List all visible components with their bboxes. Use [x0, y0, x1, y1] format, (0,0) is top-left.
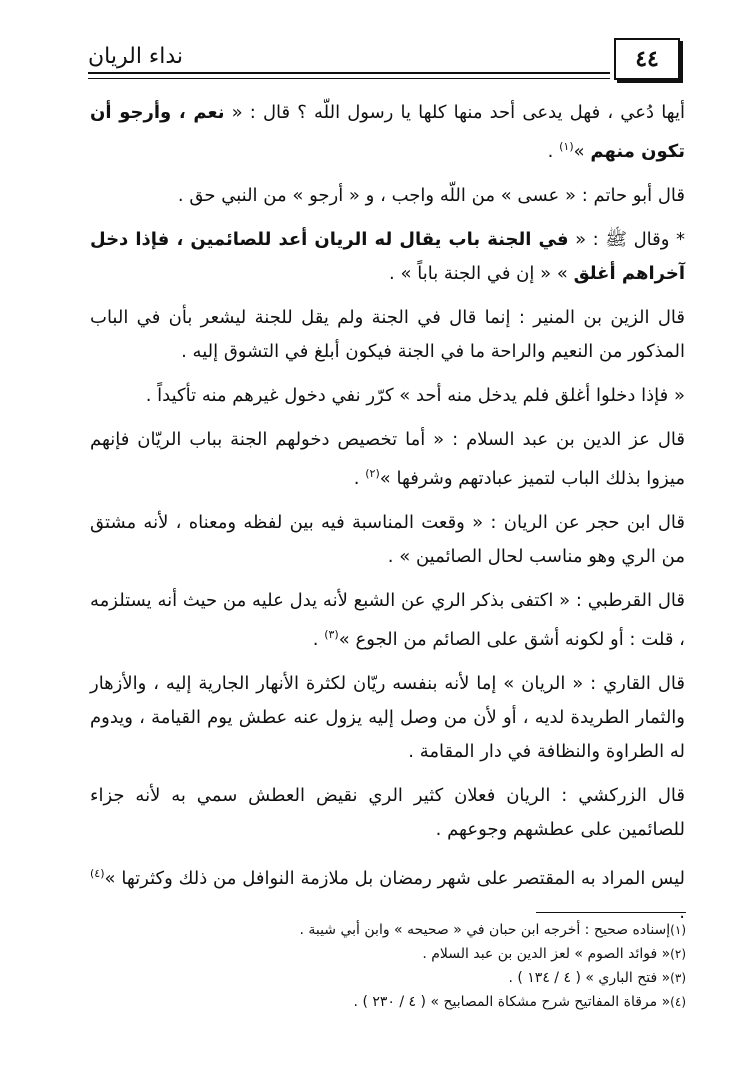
paragraph: « فإذا دخلوا أغلق فلم يدخل منه أحد » كرّر نفي دخول غيرهم منه تأكيداً . [145, 385, 685, 406]
paragraph: قال الزركشي : الريان فعلان كثير الري نقيض العطش سمي به لأنه جزاء للصائمين على عطشهم وجوعهم . [90, 785, 685, 840]
paragraph: قال عز الدين بن عبد السلام : « أما تخصيص دخولهم الجنة بباب الريّان فإنهم ميزوا بذلك الباب لتميز عبادتهم وشرفها »$^{(٢)}$ . [90, 429, 685, 489]
page-number: ٤٤ [614, 38, 680, 80]
paragraph: قال أبو حاتم : « عسى » من اللّه واجب ، و « أرجو » من النبي حق . [177, 185, 685, 206]
page-header [88, 38, 680, 80]
footnote-separator [536, 912, 686, 913]
paragraph: ليس المراد به المقتصر على شهر رمضان بل ملازمة النوافل من ذلك وكثرتها »$^{(٤)}$ . [90, 867, 685, 923]
header-rule [88, 72, 610, 79]
footnote: (١)إسناده صحيح : أخرجه ابن حبان في « صحيحه » وابن أبي شيبة . [299, 922, 686, 938]
paragraph: قال الزين بن المنير : إنما قال في الجنة ولم يقل للجنة ليشعر بأن في الباب المذكور من النعيم والراحة ما في الجنة فيكون أبلغ في التشوق إليه . [90, 307, 685, 362]
paragraph: قال القاري : « الريان » إما لأنه بنفسه ريّان لكثرة الأنهار الجارية إليه ، والأزهار والثمار الطريدة لديه ، أو لأن من وصل إليه يزول عنه عطش يوم القيامة ، ويدوم له الطراوة والنظافة في دار المقامة . [90, 673, 685, 762]
paragraph: قال القرطبي : « اكتفى بذكر الري عن الشبع لأنه يدل عليه من حيث أنه يستلزمه ، قلت : أو لكونه أشق على الصائم من الجوع »$^{(٣)}$ . [90, 590, 685, 650]
footnote-ref: (٢) [365, 467, 380, 480]
footnote: (٢)« فوائد الصوم » لعز الدين بن عبد السلام . [422, 946, 686, 962]
footnote: (٣)« فتح الباري » ( ٤ / ١٣٤ ) . [508, 970, 686, 986]
footnote-ref: (٣) [324, 628, 339, 641]
paragraph: * وقال ﷺ : « في الجنة باب يقال له الريان أعد للصائمين ، فإذا دخل آخراهم أغلق » « إن في الجنة باباً » . [90, 229, 686, 284]
footnote: (٤)« مرقاة المفاتيح شرح مشكاة المصابيح » ( ٤ / ٢٣٠ ) . [353, 994, 686, 1010]
footnote-ref: (١) [559, 140, 574, 153]
body-text [90, 96, 685, 940]
footnote-ref: (٤) [90, 867, 105, 880]
paragraph: قال ابن حجر عن الريان : « وقعت المناسبة فيه بين لفظه ومعناه ، لأنه مشتق من الري وهو مناسب لحال الصائمين » . [90, 512, 685, 567]
footnotes [126, 918, 686, 1014]
paragraph: أيها دُعي ، فهل يدعى أحد منها كلها يا رسول اللّه ؟ قال : « نعم ، وأرجو أن تكون منهم »$^{(١)}$ . [90, 102, 685, 162]
running-title: نداء الريان [88, 44, 184, 69]
